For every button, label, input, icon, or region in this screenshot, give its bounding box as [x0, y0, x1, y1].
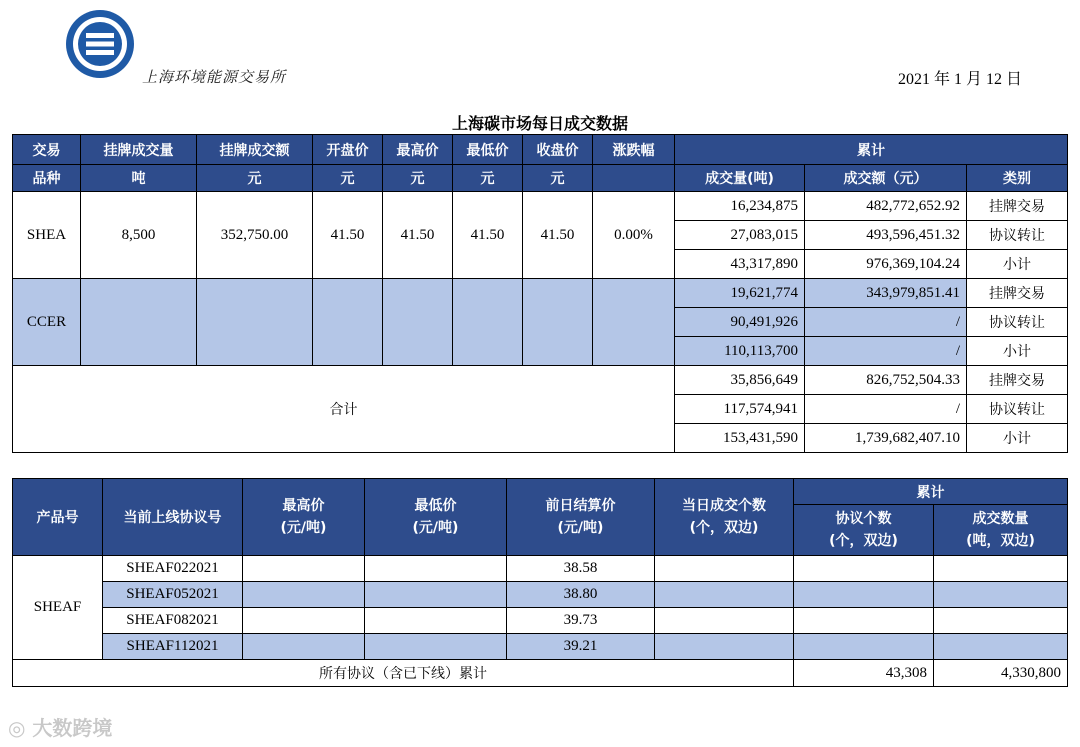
- empty-cell: [243, 608, 365, 634]
- total-label: 合计: [13, 366, 675, 453]
- cum-category: 小计: [967, 250, 1068, 279]
- header-cell: 品种: [13, 165, 81, 192]
- header-cum-volume-unit: (吨，双边): [966, 533, 1035, 549]
- cum-volume: 153,431,590: [675, 424, 805, 453]
- contract-id: SHEAF112021: [103, 634, 243, 660]
- empty-cell: [243, 634, 365, 660]
- empty-cell: [365, 608, 507, 634]
- empty-cell: [593, 279, 675, 366]
- table-row: [13, 582, 1068, 608]
- cum-volume: 110,113,700: [675, 337, 805, 366]
- header-cell-cumulative: 累计: [675, 135, 1068, 165]
- empty-cell: [243, 556, 365, 582]
- empty-cell: [934, 556, 1068, 582]
- empty-cell: [655, 634, 794, 660]
- header-cell: 元: [313, 165, 383, 192]
- empty-cell: [934, 634, 1068, 660]
- header-cell: 挂牌成交量: [81, 135, 197, 165]
- close-price: 41.50: [523, 192, 593, 279]
- header-cell: 最高价: [383, 135, 453, 165]
- low-price: 41.50: [453, 192, 523, 279]
- header-cell: 元: [453, 165, 523, 192]
- empty-cell: [794, 556, 934, 582]
- total-label: 所有协议（含已下线）累计: [13, 660, 794, 687]
- header-low: [365, 479, 507, 556]
- cum-amount: 826,752,504.33: [805, 366, 967, 395]
- cum-category: 小计: [967, 337, 1068, 366]
- product-name: CCER: [13, 279, 81, 366]
- total-row: [13, 660, 1068, 687]
- empty-cell: [313, 279, 383, 366]
- header-cumulative: 累计: [794, 479, 1068, 505]
- listed-amount: 352,750.00: [197, 192, 313, 279]
- empty-cell: [197, 279, 313, 366]
- empty-cell: [365, 634, 507, 660]
- empty-cell: [523, 279, 593, 366]
- cum-volume: 19,621,774: [675, 279, 805, 308]
- cum-amount: 482,772,652.92: [805, 192, 967, 221]
- header-cell: 元: [383, 165, 453, 192]
- header-contract: 当前上线协议号: [103, 479, 243, 556]
- table-row: [13, 279, 1068, 308]
- cum-amount: 493,596,451.32: [805, 221, 967, 250]
- header-product: 产品号: [13, 479, 103, 556]
- header-daily-count: [655, 479, 794, 556]
- empty-cell: [365, 556, 507, 582]
- total-count: 43,308: [794, 660, 934, 687]
- header-cell: 吨: [81, 165, 197, 192]
- listed-volume: 8,500: [81, 192, 197, 279]
- header-cum-volume-label: 成交数量: [972, 511, 1029, 527]
- cum-amount: /: [805, 395, 967, 424]
- settle-price: 39.21: [507, 634, 655, 660]
- report-date: 2021 年 1 月 12 日: [898, 71, 1023, 88]
- cum-category: 挂牌交易: [967, 192, 1068, 221]
- header-cell: 开盘价: [313, 135, 383, 165]
- open-price: 41.50: [313, 192, 383, 279]
- header-cum-count-label: 协议个数: [835, 511, 892, 527]
- empty-cell: [243, 582, 365, 608]
- header-cum-count-unit: (个，双边): [829, 533, 898, 549]
- futures-contract-table: [12, 478, 1068, 687]
- table-row: [13, 192, 1068, 221]
- header-cell: 元: [523, 165, 593, 192]
- cum-volume: 90,491,926: [675, 308, 805, 337]
- cum-category: 协议转让: [967, 221, 1068, 250]
- header-high-unit: (元/吨): [280, 520, 327, 536]
- header-settle-label: 前日结算价: [545, 498, 616, 514]
- table-row: [13, 366, 1068, 395]
- cum-volume: 117,574,941: [675, 395, 805, 424]
- header-low-label: 最低价: [414, 498, 457, 514]
- high-price: 41.50: [383, 192, 453, 279]
- total-volume: 4,330,800: [934, 660, 1068, 687]
- exchange-logo-icon: [64, 8, 136, 80]
- empty-cell: [365, 582, 507, 608]
- cum-category: 挂牌交易: [967, 279, 1068, 308]
- header-cell: 交易: [13, 135, 81, 165]
- header-settle-unit: (元/吨): [557, 520, 604, 536]
- cum-category: 协议转让: [967, 395, 1068, 424]
- cum-amount: 1,739,682,407.10: [805, 424, 967, 453]
- empty-cell: [453, 279, 523, 366]
- cum-volume: 35,856,649: [675, 366, 805, 395]
- empty-cell: [794, 608, 934, 634]
- watermark-text: 大数跨境: [32, 716, 113, 740]
- product-name: SHEA: [13, 192, 81, 279]
- logo-text: 上海环境能源交易所: [142, 68, 287, 86]
- header-high-label: 最高价: [282, 498, 325, 514]
- header-cell: 成交量(吨): [675, 165, 805, 192]
- cum-volume: 16,234,875: [675, 192, 805, 221]
- empty-cell: [383, 279, 453, 366]
- watermark-logo-icon: ◎: [8, 716, 26, 740]
- header-cell: 成交额（元）: [805, 165, 967, 192]
- empty-cell: [655, 608, 794, 634]
- header-daily-count-label: 当日成交个数: [682, 498, 766, 514]
- empty-cell: [81, 279, 197, 366]
- settle-price: 39.73: [507, 608, 655, 634]
- empty-cell: [655, 582, 794, 608]
- page-title: 上海碳市场每日成交数据: [451, 116, 628, 133]
- cum-amount: /: [805, 308, 967, 337]
- settle-price: 38.58: [507, 556, 655, 582]
- daily-trade-table: [12, 134, 1068, 453]
- cum-volume: 27,083,015: [675, 221, 805, 250]
- header-cell: 元: [197, 165, 313, 192]
- cum-amount: /: [805, 337, 967, 366]
- product-name: SHEAF: [13, 556, 103, 660]
- header-high: [243, 479, 365, 556]
- header-cell: 类别: [967, 165, 1068, 192]
- table-row: [13, 608, 1068, 634]
- change-pct: 0.00%: [593, 192, 675, 279]
- empty-cell: [934, 582, 1068, 608]
- header-cum-count: [794, 505, 934, 556]
- empty-cell: [655, 556, 794, 582]
- header-cell: 涨跌幅: [593, 135, 675, 165]
- header-cell: 挂牌成交额: [197, 135, 313, 165]
- header-cell: 收盘价: [523, 135, 593, 165]
- contract-id: SHEAF052021: [103, 582, 243, 608]
- header-cell: [593, 165, 675, 192]
- table-row: [13, 634, 1068, 660]
- table-row: [13, 556, 1068, 582]
- contract-id: SHEAF022021: [103, 556, 243, 582]
- watermark: [8, 712, 112, 741]
- empty-cell: [794, 582, 934, 608]
- empty-cell: [794, 634, 934, 660]
- cum-amount: 343,979,851.41: [805, 279, 967, 308]
- settle-price: 38.80: [507, 582, 655, 608]
- cum-category: 小计: [967, 424, 1068, 453]
- contract-id: SHEAF082021: [103, 608, 243, 634]
- header-cell: 最低价: [453, 135, 523, 165]
- header-cum-volume: [934, 505, 1068, 556]
- header-daily-count-unit: (个，双边): [689, 520, 759, 536]
- cum-amount: 976,369,104.24: [805, 250, 967, 279]
- header-low-unit: (元/吨): [412, 520, 459, 536]
- empty-cell: [934, 608, 1068, 634]
- header-settle: [507, 479, 655, 556]
- cum-category: 协议转让: [967, 308, 1068, 337]
- cum-category: 挂牌交易: [967, 366, 1068, 395]
- cum-volume: 43,317,890: [675, 250, 805, 279]
